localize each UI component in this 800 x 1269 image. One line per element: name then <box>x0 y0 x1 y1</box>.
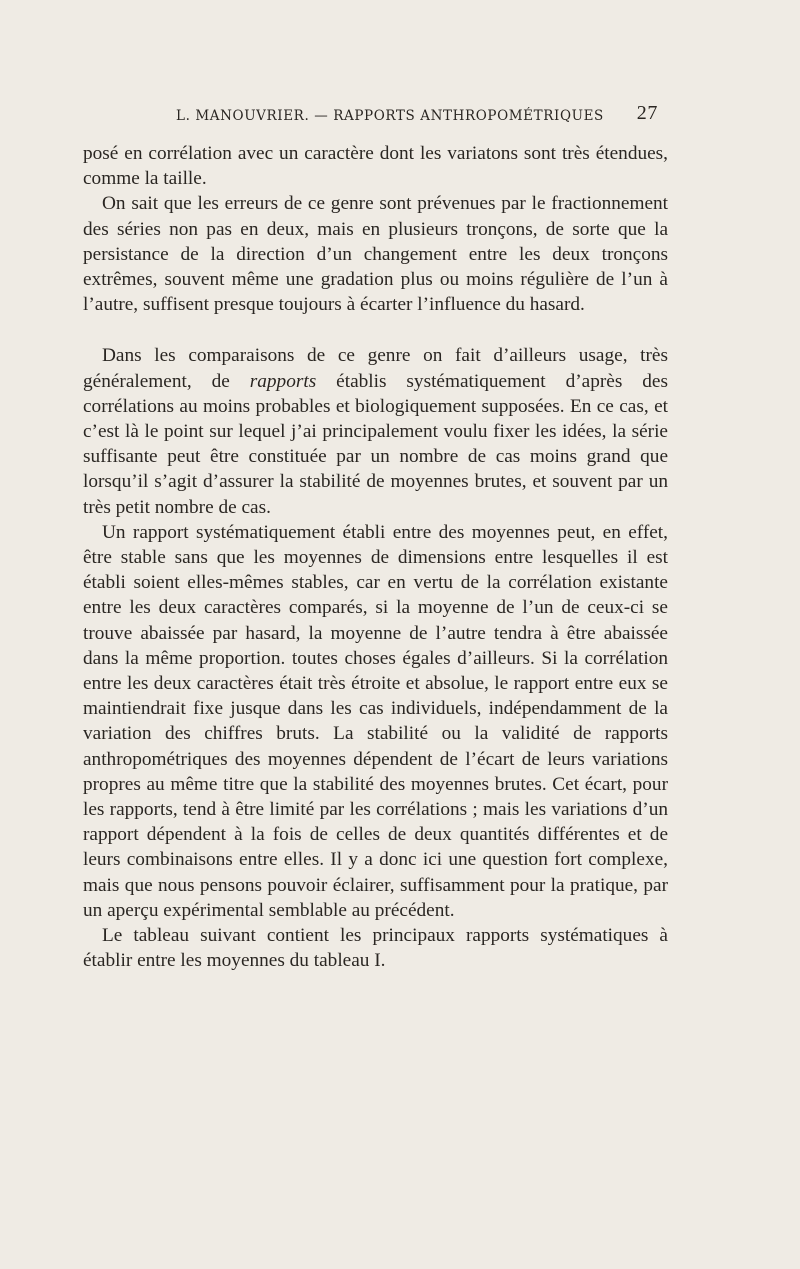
paragraph-errors: On sait que les erreurs de ce genre sont prévenues par le fractionnement des séries non pas en deux, mais en plusieurs tronçons, de sorte que la persistance de la direction d’un changement entre les deux tronçons extrêmes, souvent même une gradation plus ou moins régulière de l’un à l’autre, suffisent presque toujours à écarter l’influence du hasard. <box>83 193 668 316</box>
paragraph-comparisons-end: établis systématiquement d’après des corrélations au moins probables et biologiquement supposées. En ce cas, et c’est là le point sur lequel j’ai principalement voulu fixer les idées, la série suffisante peut être constituée par un nombre de cas moins grand que lorsqu’il s’agit d’assurer la stabilité de moyennes brutes, et souvent par un très petit nombre de cas. <box>83 370 668 518</box>
paragraph-comparisons <box>83 343 668 519</box>
running-title: L. MANOUVRIER. — RAPPORTS ANTHROPOMÉTRIQUES <box>176 108 604 124</box>
paragraph-table-intro: Le tableau suivant contient les principaux rapports systématiques à établir entre les moyennes du tableau I. <box>83 925 668 972</box>
paragraph-continuation: posé en corrélation avec un caractère dont les variatons sont très étendues, comme la taille. <box>83 143 668 190</box>
section-gap <box>83 317 668 343</box>
body-text <box>83 141 668 974</box>
emphasis-rapports: rapports <box>249 370 317 392</box>
page-number: 27 <box>636 102 658 124</box>
running-head <box>168 102 658 128</box>
paragraph-comparisons-start: Dans les comparaisons de ce genre on fait d’ailleurs usage, très généralement, de <box>83 345 668 392</box>
paragraph-stability: Un rapport systématiquement établi entre des moyennes peut, en effet, être stable sans que les moyennes de dimensions entre lesquelles il est établi soient elles-mêmes stables, car en vertu de la corrélation existante entre les deux caractères comparés, si la moyenne de l’un de ceux-ci se trouve abaissée par hasard, la moyenne de l’autre tendra à être abaissée dans la même proportion. toutes choses égales d’ailleurs. Si la corrélation entre les deux caractères était très étroite et absolue, le rapport entre eux se maintiendrait fixe jusque dans les cas individuels, indépendamment de la variation des chiffres bruts. La stabilité ou la validité de rapports anthropométriques des moyennes dépendent de l’écart de leurs variations propres au même titre que la stabilité des moyennes brutes. Cet écart, pour les rapports, tend à être limité par les corrélations ; mais les variations d’un rapport dépendent à la fois de celles de deux quantités différentes et de leurs combinaisons entre elles. Il y a donc ici une question fort complexe, mais que nous pensons pouvoir éclairer, suffisamment pour la pratique, par un aperçu expérimental semblable au précédent. <box>83 521 668 921</box>
